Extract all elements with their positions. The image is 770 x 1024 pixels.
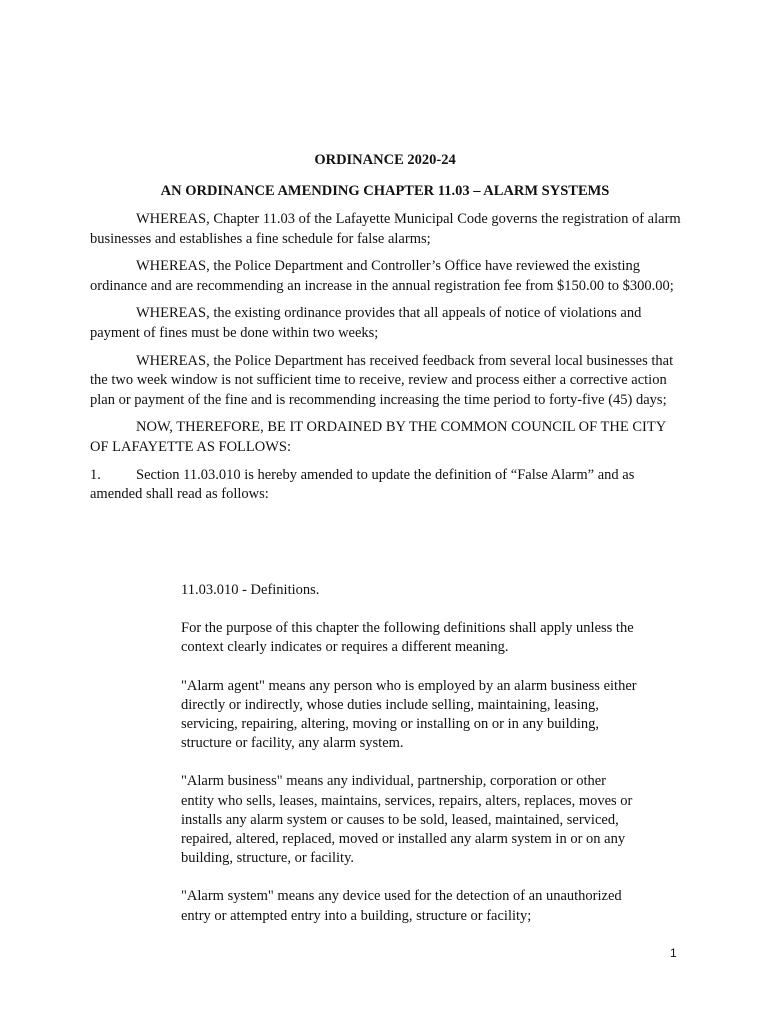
whereas-paragraph-4: WHEREAS, the Police Department has received feedback from several local businesses that the two week window is not sufficient time to receive, review and process either a corrective action plan or payment of the fine and is recommending increasing the time period to forty-five (45) days; (90, 352, 674, 408)
amended-section-text (181, 581, 641, 945)
section-1 (90, 466, 682, 505)
whereas-paragraph-3: WHEREAS, the existing ordinance provides that all appeals of notice of violations and payment of fines must be done within two weeks; (90, 305, 642, 341)
document-title: ORDINANCE 2020-24 (314, 152, 456, 168)
definition-alarm-business: "Alarm business" means any individual, partnership, corporation or other entity who sells, leases, maintains, services, repairs, alters, replaces, moves or installs any alarm system or causes to be sold, leased, maintained, serviced, repaired, altered, replaced, moved or installed any alarm system in or on any building, structure, or facility. (181, 773, 633, 867)
document-body (90, 210, 682, 513)
page-number: 1 (670, 946, 677, 960)
document-subtitle: AN ORDINANCE AMENDING CHAPTER 11.03 – ALARM SYSTEMS (160, 183, 610, 199)
definitions-heading: 11.03.010 - Definitions. (181, 582, 320, 598)
section-1-text: Section 11.03.010 is hereby amended to update the definition of “False Alarm” and as amended shall read as follows: (90, 466, 635, 503)
section-1-number: 1. (90, 466, 101, 483)
whereas-paragraph-2: WHEREAS, the Police Department and Controller’s Office have reviewed the existing ordinance and are recommending an increase in the annual registration fee from $150.00 to $300.00; (90, 258, 674, 294)
definition-alarm-agent: "Alarm agent" means any person who is employed by an alarm business either directly or indirectly, whose duties include selling, maintaining, leasing, servicing, repairing, altering, moving or installing on or in any building, structure or facility, any alarm system. (181, 677, 637, 752)
ordained-paragraph: NOW, THEREFORE, BE IT ORDAINED BY THE COMMON COUNCIL OF THE CITY OF LAFAYETTE AS FOLLOWS: (90, 419, 666, 455)
definitions-intro: For the purpose of this chapter the following definitions shall apply unless the context clearly indicates or requires a different meaning. (181, 620, 634, 656)
definition-alarm-system: "Alarm system" means any device used for the detection of an unauthorized entry or attempted entry into a building, structure or facility; (181, 888, 622, 924)
whereas-paragraph-1: WHEREAS, Chapter 11.03 of the Lafayette Municipal Code governs the registration of alarm businesses and establishes a fine schedule for false alarms; (90, 211, 681, 247)
